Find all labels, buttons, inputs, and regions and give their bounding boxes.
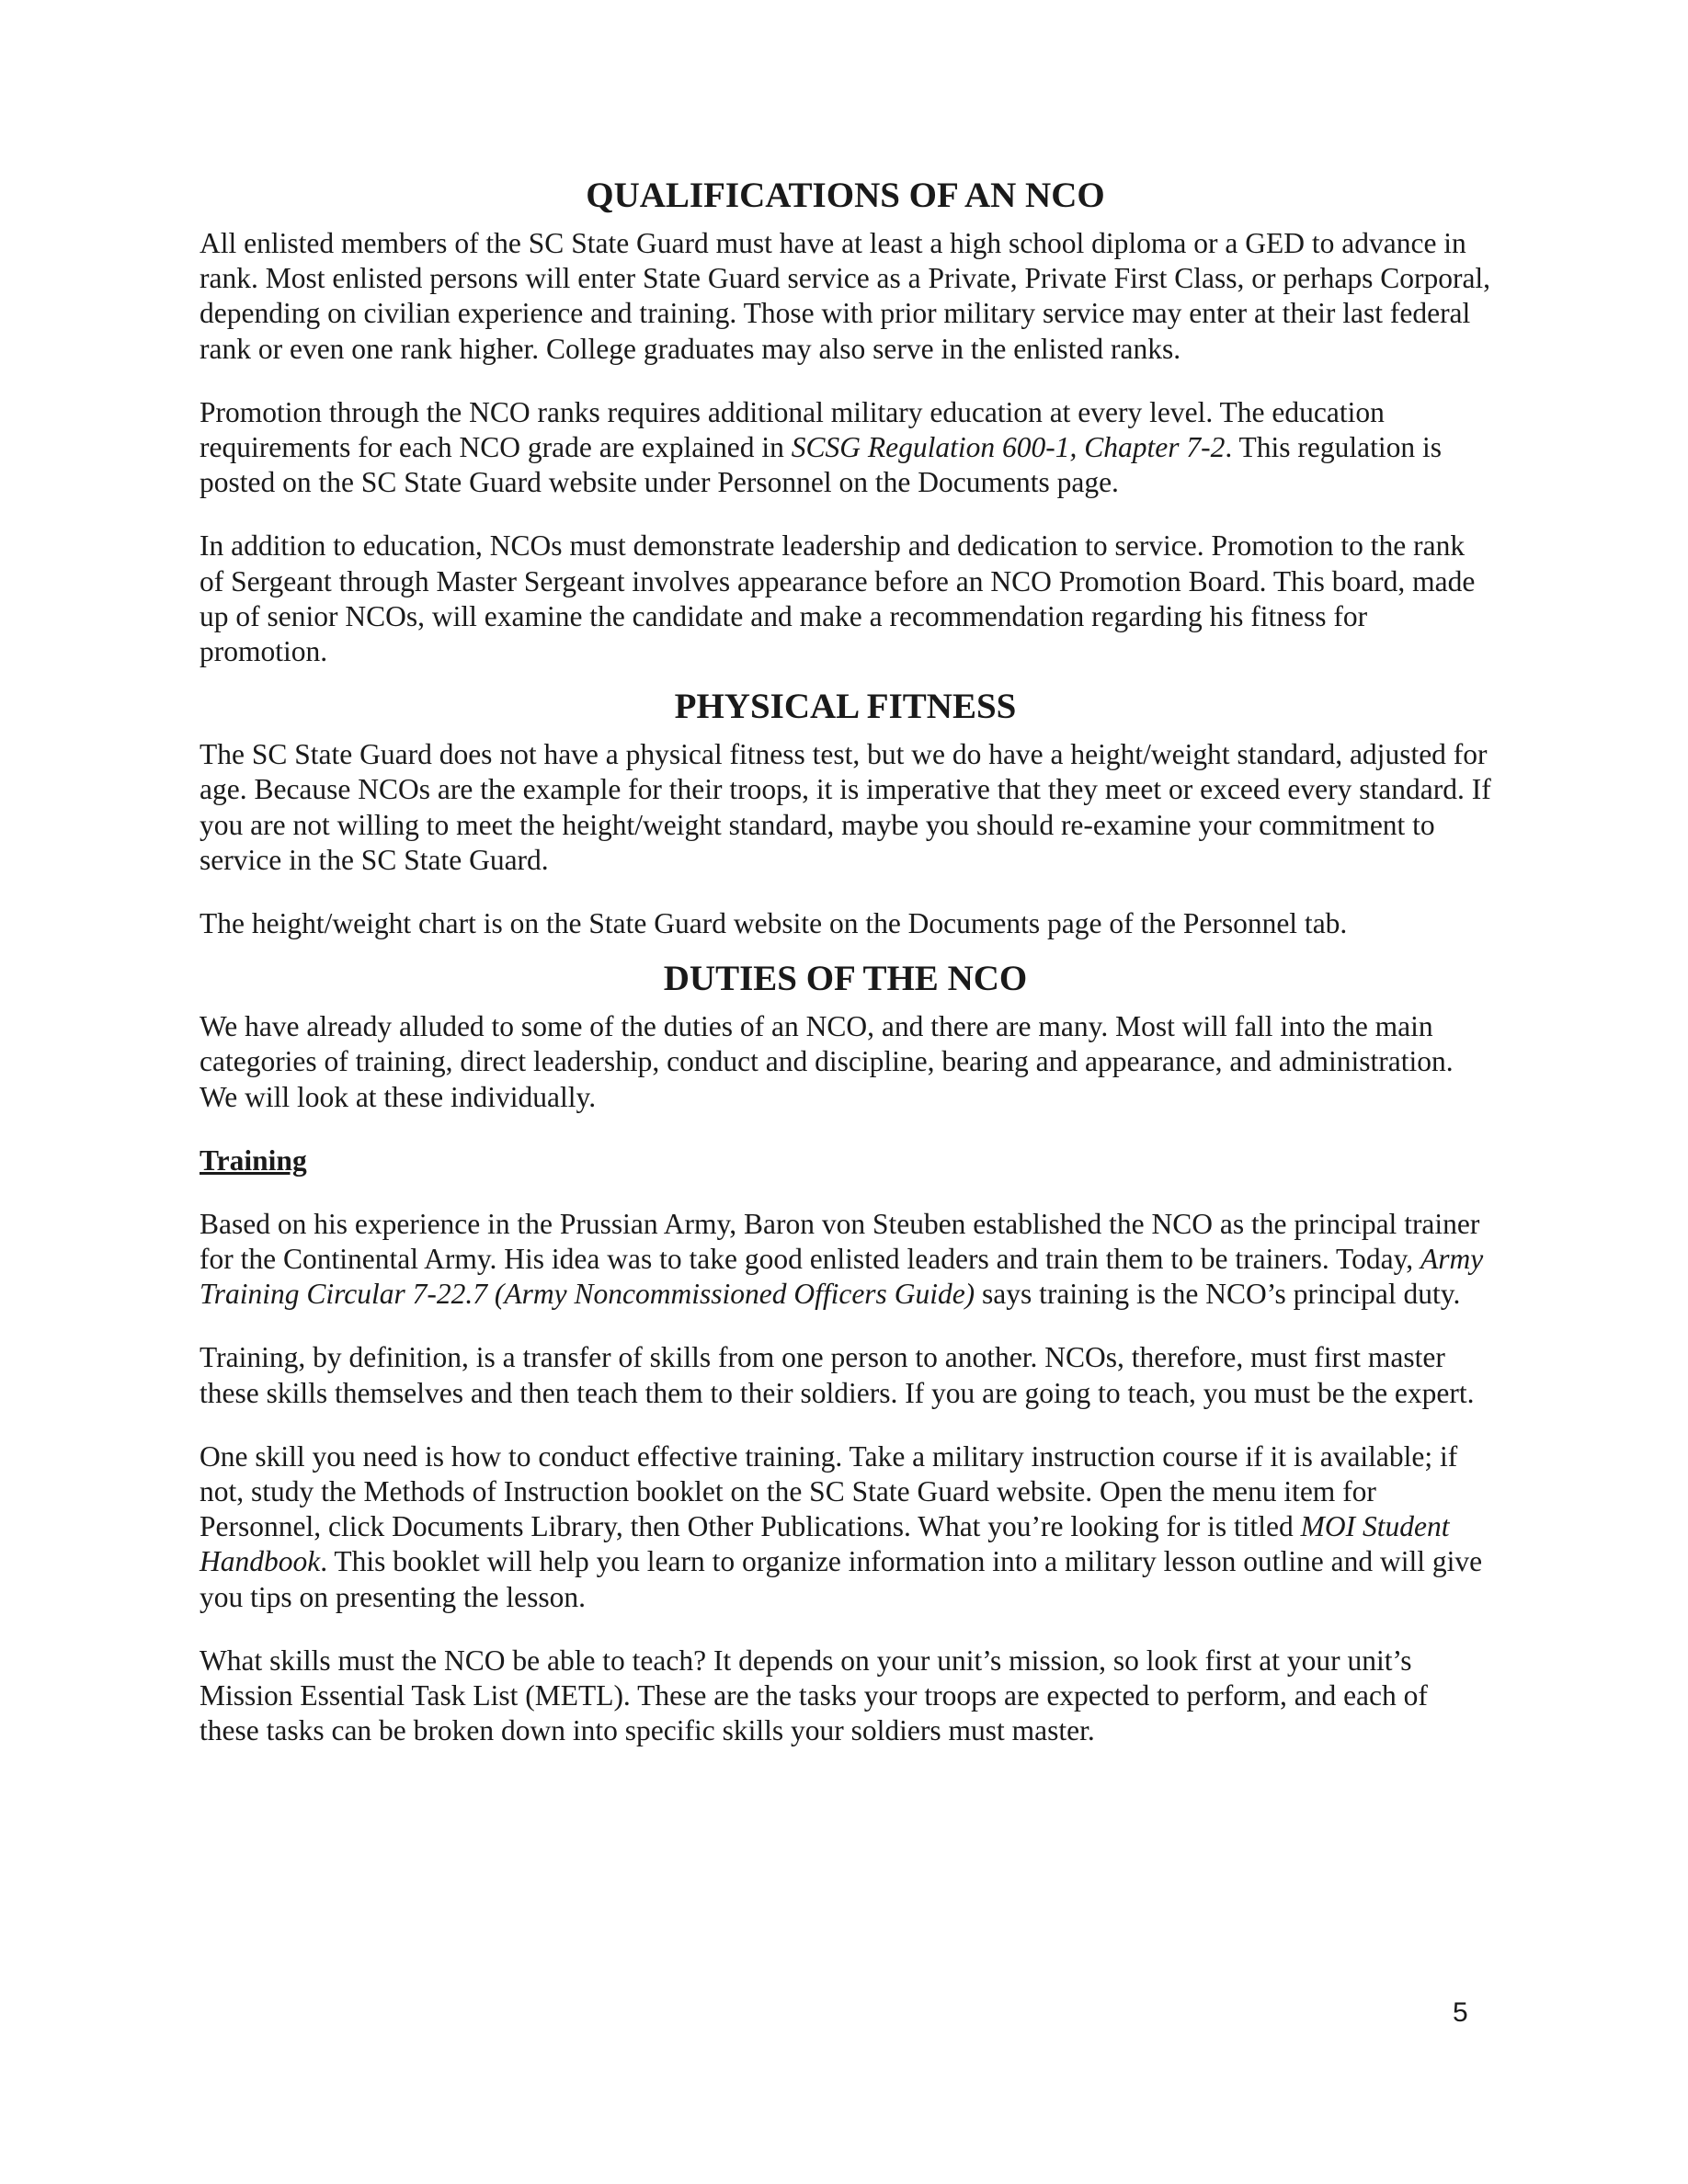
regulation-citation: SCSG Regulation 600-1, Chapter 7-2 — [791, 431, 1226, 464]
paragraph-training-2: Training, by definition, is a transfer of skills from one person to another. NCOs, therefore, must first master these skills themselves and then teach them to their soldiers. If you are going to teach, you must be the expert. — [200, 1341, 1475, 1409]
paragraph-fitness-1: The SC State Guard does not have a physical fitness test, but we do have a height/weight standard, adjusted for age. Because NCOs are the example for their troops, it is imperative that they meet or exceed every standard. If you are not willing to meet the height/weight standard, maybe you should re-examine your commitment to service in the SC State Guard. — [200, 738, 1491, 876]
paragraph-qualifications-1: All enlisted members of the SC State Guard must have at least a high school diploma or a GED to advance in rank. Most enlisted persons will enter State Guard service as a Private, Private First Class, or perhaps Corporal, depending on civilian experience and training. Those with prior military service may enter at their last federal rank or even one rank higher. College graduates may also serve in the enlisted ranks. — [200, 227, 1491, 365]
paragraph-text: Promotion through the NCO ranks requires additional military education at every level. The education requirements for each NCO grade are explained in — [200, 395, 1385, 464]
heading-physical-fitness: PHYSICAL FITNESS — [674, 687, 1017, 727]
paragraph-training-3 — [200, 1439, 1491, 1615]
heading-qualifications: QUALIFICATIONS OF AN NCO — [586, 176, 1105, 215]
paragraph-qualifications-2 — [200, 395, 1491, 501]
paragraph-text: One skill you need is how to conduct effective training. Take a military instruction course if it is available; if not, study the Methods of Instruction booklet on the SC State Guard website. Open the menu item for Personnel, click Documents Library, then Other Publications. What you’re looking for is titled — [200, 1439, 1458, 1543]
paragraph-text: . This regulation is posted on the SC State Guard website under Personnel on the Documents page. — [200, 431, 1442, 499]
page-number: 5 — [1453, 1997, 1468, 2028]
document-page — [200, 175, 1491, 1778]
paragraph-fitness-2: The height/weight chart is on the State Guard website on the Documents page of the Personnel tab. — [200, 907, 1348, 940]
paragraph-text: Based on his experience in the Prussian Army, Baron von Steuben established the NCO as the principal trainer for the Continental Army. His idea was to take good enlisted leaders and train them to be trainers. Today, — [200, 1207, 1480, 1276]
paragraph-training-1 — [200, 1207, 1491, 1313]
paragraph-text: says training is the NCO’s principal duty. — [975, 1278, 1461, 1311]
paragraph-training-4: What skills must the NCO be able to teach? It depends on your unit’s mission, so look first at your unit’s Mission Essential Task List (METL). These are the tasks your troops are expected to perform, and each of these tasks can be broken down into specific skills your soldiers must master. — [200, 1644, 1428, 1747]
circular-citation: Army Training Circular 7-22.7 (Army Noncommissioned Officers Guide) — [200, 1243, 1484, 1311]
handbook-title: MOI Student Handbook — [200, 1510, 1450, 1578]
paragraph-qualifications-3: In addition to education, NCOs must demonstrate leadership and dedication to service. Promotion to the rank of Sergeant through Master Sergeant involves appearance before an NCO Promotion Board. This board, made up of senior NCOs, will examine the candidate and make a recommendation regarding his fitness for promotion. — [200, 529, 1476, 668]
paragraph-duties-1: We have already alluded to some of the duties of an NCO, and there are many. Most will fall into the main categories of training, direct leadership, conduct and discipline, bearing and appearance, and administration. We will look at these individually. — [200, 1010, 1454, 1113]
paragraph-text: . This booklet will help you learn to organize information into a military lesson outline and will give you tips on presenting the lesson. — [200, 1545, 1483, 1613]
heading-duties: DUTIES OF THE NCO — [663, 959, 1028, 999]
subheading-training: Training — [200, 1143, 307, 1177]
